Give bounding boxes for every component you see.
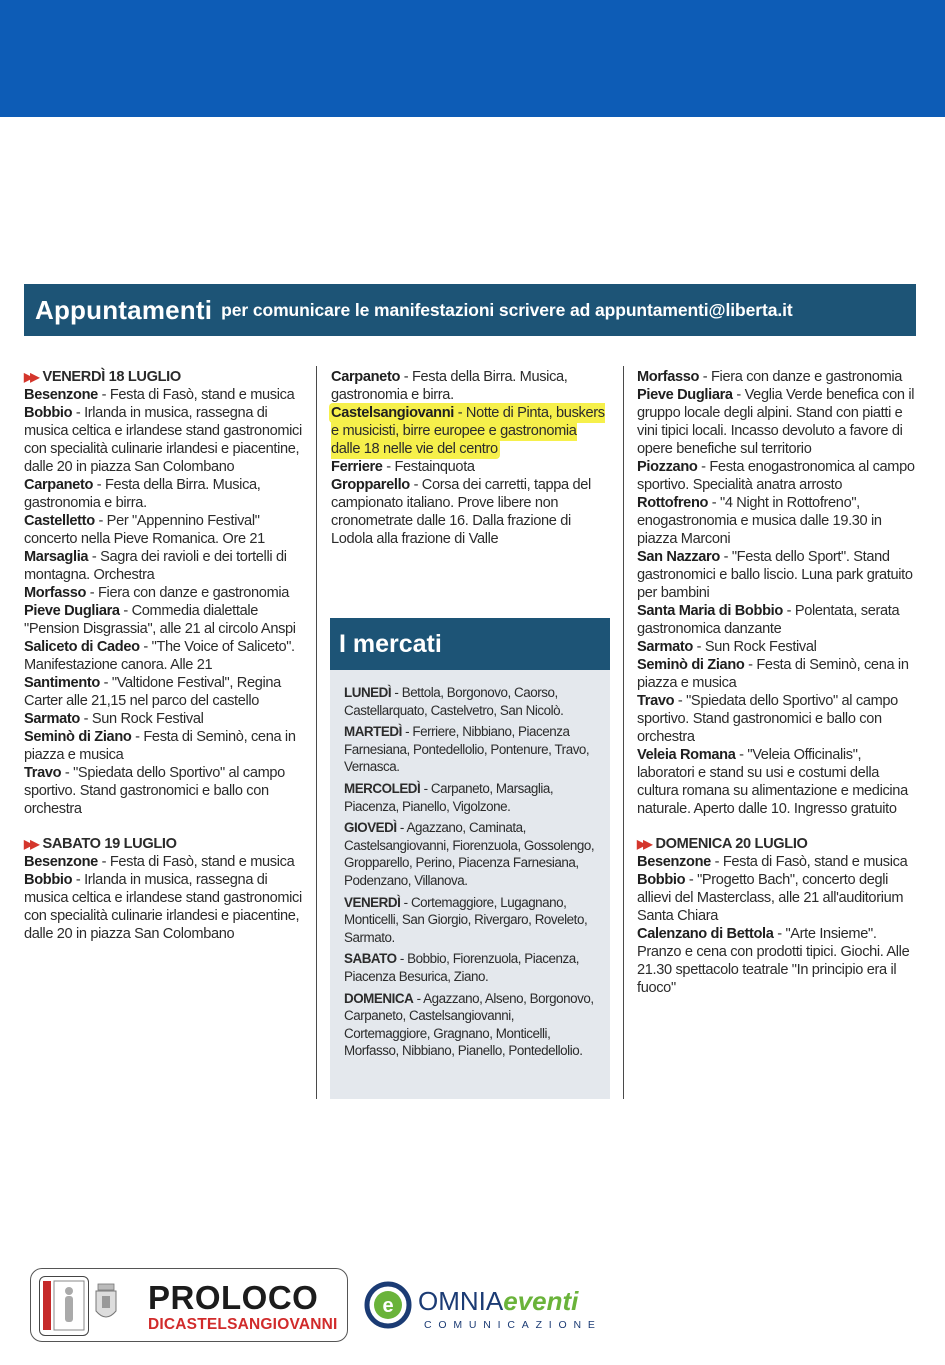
eventi-word: eventi: [503, 1286, 579, 1316]
event-entry: [24, 404, 302, 476]
event-place: Santimento: [24, 675, 100, 691]
event-entry: [637, 368, 915, 386]
event-place: Sarmato: [24, 711, 80, 727]
day-label: VENERDÌ 18 LUGLIO: [42, 369, 181, 385]
market-day: VENERDÌ: [344, 894, 401, 910]
market-towns: - Bettola, Borgonovo, Caorso, Castellarquato, Castelvetro, San Nicolò.: [344, 685, 564, 718]
event-place: Carpaneto: [24, 477, 94, 493]
market-day: DOMENICA: [344, 990, 414, 1006]
event-description: - Sagra dei ravioli e dei tortelli di montagna. Orchestra: [24, 549, 287, 583]
proloco-badge-icon: [39, 1276, 89, 1336]
event-entry: [24, 871, 302, 943]
event-place: Seminò di Ziano: [637, 657, 745, 673]
event-description: - Festa di Fasò, stand e musica: [97, 387, 295, 403]
highlighted-text: [331, 405, 605, 457]
market-day: SABATO: [344, 951, 397, 967]
market-towns: - Carpaneto, Marsaglia, Piacenza, Pianello, Vigolzone.: [344, 780, 554, 814]
event-place: Saliceto di Cadeo: [24, 639, 140, 655]
column-divider: [316, 366, 317, 1099]
event-entry: [24, 853, 302, 871]
day-label: DOMENICA 20 LUGLIO: [655, 836, 808, 852]
double-arrow-icon: ▶▶: [24, 837, 37, 851]
section-subtitle: per comunicare le manifestazioni scrivere ad appuntamenti@liberta.it: [221, 299, 793, 320]
event-place: Santa Maria di Bobbio: [637, 603, 783, 619]
market-day: LUNEDÌ: [344, 685, 392, 700]
event-place: Besenzone: [24, 854, 98, 870]
event-place: Veleia Romana: [637, 747, 736, 763]
event-description: - Commedia dialettale "Pension Disgrassia", alle 21 al circolo Anspi: [24, 603, 296, 637]
event-place: Marsaglia: [24, 549, 89, 565]
event-entry: [637, 746, 915, 818]
day-label: SABATO 19 LUGLIO: [42, 836, 177, 852]
event-place: Pieve Dugliara: [637, 387, 733, 403]
event-entry: [24, 710, 302, 728]
event-entry: [24, 602, 302, 638]
event-place: San Nazzaro: [637, 549, 720, 565]
top-banner: [0, 0, 945, 117]
event-description: - "Spiedata dello Sportivo" al campo sportivo. Stand gastronomici e ballo con orchestra: [637, 693, 898, 745]
market-item: [344, 990, 597, 1060]
event-place: Gropparello: [331, 477, 410, 493]
event-place: Pieve Dugliara: [24, 603, 120, 619]
proloco-subtitle: DICASTELSANGIOVANNI: [148, 1316, 338, 1333]
event-place: Carpaneto: [331, 369, 401, 385]
event-entry: [637, 548, 915, 602]
sponsor-logos: [30, 1268, 630, 1343]
event-entry: [331, 476, 609, 548]
event-description: - Festa di Fasò, stand e musica: [97, 854, 295, 870]
svg-text:e: e: [382, 1295, 394, 1317]
event-description: - Per "Appennino Festival" concerto nella Pieve Romanica. Ore 21: [24, 513, 265, 547]
omnia-subtitle: COMUNICAZIONE: [424, 1319, 602, 1331]
section-title: Appuntamenti: [35, 294, 213, 325]
event-place: Bobbio: [24, 405, 73, 421]
events-column-2: [331, 368, 609, 548]
spacer: [637, 818, 915, 835]
event-entry: [24, 638, 302, 674]
day-heading: [24, 368, 302, 386]
spacer: [24, 818, 302, 835]
market-item: [344, 723, 597, 776]
event-description: - Irlanda in musica, rassegna di musica celtica e irlandese stand gastronomici con specialità culinarie irlandesi e piacentine, dalle 20 in piazza San Colombano: [24, 405, 302, 475]
event-entry: [24, 386, 302, 404]
event-entry: [24, 512, 302, 548]
event-place: Morfasso: [637, 369, 700, 385]
events-column-1: [24, 368, 302, 943]
event-entry: [637, 494, 915, 548]
event-place: Travo: [637, 693, 675, 709]
event-description: - "Arte Insieme". Pranzo e cena con prodotti tipici. Giochi. Alle 21.30 spettacolo teatrale "In principio era il fuoco": [637, 926, 910, 996]
events-column-3: [637, 368, 915, 997]
event-place: Travo: [24, 765, 62, 781]
market-item: [344, 780, 597, 815]
event-description: - Fiera con danze e gastronomia: [86, 585, 290, 601]
event-entry: [637, 458, 915, 494]
event-place: Castelsangiovanni: [331, 405, 454, 421]
event-entry: [637, 386, 915, 458]
event-description: - Festa della Birra. Musica, gastronomia e birra.: [24, 477, 261, 511]
event-place: Morfasso: [24, 585, 87, 601]
event-place: Besenzone: [637, 854, 711, 870]
event-description: - "Valtidone Festival", Regina Carter alle 21,15 nel parco del castello: [24, 675, 281, 709]
event-entry: [637, 638, 915, 656]
section-header: [24, 284, 916, 336]
market-towns: - Agazzano, Caminata, Castelsangiovanni, Fiorenzuola, Gossolengo, Gropparello, Perino, Piacenza Farnesiana, Podenzano, Villanova.: [344, 820, 595, 888]
omnia-e-icon: [364, 1281, 412, 1329]
event-place: Bobbio: [637, 872, 686, 888]
event-description: - Festa della Birra. Musica, gastronomia e birra.: [331, 369, 568, 403]
omnia-eventi-logo: [364, 1275, 624, 1339]
market-item: [344, 684, 597, 719]
event-description: - Festa enogastronomica al campo sportivo. Specialità anatra arrosto: [637, 459, 915, 493]
event-description: - "4 Night in Rottofreno", enogastronomia e musica dalle 19.30 in piazza Marconi: [637, 495, 882, 547]
market-day: MARTEDÌ: [344, 724, 402, 740]
event-entry: [24, 476, 302, 512]
event-description: - Festa di Fasò, stand e musica: [710, 854, 908, 870]
proloco-name: PROLOCO: [148, 1279, 319, 1316]
column-divider: [623, 366, 624, 1099]
proloco-logo: [30, 1268, 348, 1342]
event-entry: [24, 584, 302, 602]
market-towns: - Bobbio, Fiorenzuola, Piacenza, Piacenza Besurica, Ziano.: [344, 951, 580, 984]
event-entry: [24, 764, 302, 818]
event-place: Calenzano di Bettola: [637, 926, 774, 942]
markets-header: [330, 618, 610, 670]
event-entry: [637, 925, 915, 997]
event-description: - "Veleia Officinalis", laboratori e stand su usi e costumi della cultura romana su alimentazione e medicina naturale. Aperto dalle 10. Ingresso gratuito: [637, 747, 908, 817]
event-place: Rottofreno: [637, 495, 709, 511]
event-description: - "Spiedata dello Sportivo" al campo sportivo. Stand gastronomici e ballo con orchestra: [24, 765, 285, 817]
event-entry: [637, 656, 915, 692]
event-entry: [331, 368, 609, 404]
event-description: - Sun Rock Festival: [692, 639, 817, 655]
event-description: - Notte di Pinta, buskers e musicisti, birre europee e gastronomia dalle 18 nelle vie del centro: [331, 405, 605, 457]
event-entry: [637, 871, 915, 925]
market-day: MERCOLEDÌ: [344, 780, 421, 796]
markets-list: [330, 670, 610, 1060]
day-heading: [637, 835, 915, 853]
omnia-name: [418, 1286, 578, 1317]
event-entry: [331, 458, 609, 476]
event-description: - Polentata, serata gastronomica danzante: [637, 603, 900, 637]
double-arrow-icon: ▶▶: [637, 837, 650, 851]
event-entry: [637, 692, 915, 746]
markets-title: I mercati: [339, 629, 442, 658]
event-entry: [24, 548, 302, 584]
event-entry: [637, 853, 915, 871]
town-crest-icon: [93, 1281, 119, 1325]
event-description: - Veglia Verde benefica con il gruppo locale degli alpini. Stand con piatti e vini tipici locali. Incasso devoluto a favore di opere benefiche sul territorio: [637, 387, 915, 457]
day-heading: [24, 835, 302, 853]
market-day: GIOVEDÌ: [344, 820, 397, 836]
event-place: Sarmato: [637, 639, 693, 655]
event-place: Seminò di Ziano: [24, 729, 132, 745]
market-towns: - Agazzano, Alseno, Borgonovo, Carpaneto, Castelsangiovanni, Cortemaggiore, Gragnano, Monticelli, Morfasso, Nibbiano, Pianello, Pontedellolio.: [344, 990, 594, 1059]
omnia-word: OMNIA: [418, 1286, 504, 1316]
event-place: Piozzano: [637, 459, 698, 475]
event-place: Besenzone: [24, 387, 98, 403]
event-entry: [24, 674, 302, 710]
market-item: [344, 819, 597, 889]
market-item: [344, 894, 597, 947]
market-towns: - Cortemaggiore, Lugagnano, Monticelli, San Giorgio, Rivergaro, Roveleto, Sarmato.: [344, 894, 588, 945]
event-description: - Festainquota: [382, 459, 475, 475]
event-description: - Fiera con danze e gastronomia: [699, 369, 903, 385]
markets-box: [330, 618, 610, 1099]
event-entry: [331, 404, 609, 458]
event-description: - Corsa dei carretti, tappa del campionato italiano. Prove libere non cronometrate dalle 16. Dalla frazione di Lodola alla frazione di Valle: [331, 477, 591, 547]
event-description: - Festa di Seminò, cena in piazza e musica: [637, 657, 909, 691]
market-towns: - Ferriere, Nibbiano, Piacenza Farnesiana, Pontedellolio, Pontenure, Travo, Vernasca.: [344, 724, 590, 775]
event-description: - Festa di Seminò, cena in piazza e musica: [24, 729, 296, 763]
event-description: - "The Voice of Saliceto". Manifestazione canora. Alle 21: [24, 639, 295, 673]
event-description: - Sun Rock Festival: [79, 711, 204, 727]
market-item: [344, 950, 597, 985]
event-place: Bobbio: [24, 872, 73, 888]
event-place: Ferriere: [331, 459, 383, 475]
double-arrow-icon: ▶▶: [24, 370, 37, 384]
event-description: - "Progetto Bach", concerto degli allievi del Masterclass, alle 21 all'auditorium Santa Chiara: [637, 872, 904, 924]
event-entry: [24, 728, 302, 764]
event-place: Castelletto: [24, 513, 95, 529]
event-description: - "Festa dello Sport". Stand gastronomici e ballo liscio. Luna park gratuito per bambini: [637, 549, 913, 601]
event-description: - Irlanda in musica, rassegna di musica celtica e irlandese stand gastronomici con specialità culinarie irlandesi e piacentine, dalle 20 in piazza San Colombano: [24, 872, 302, 942]
event-entry: [637, 602, 915, 638]
